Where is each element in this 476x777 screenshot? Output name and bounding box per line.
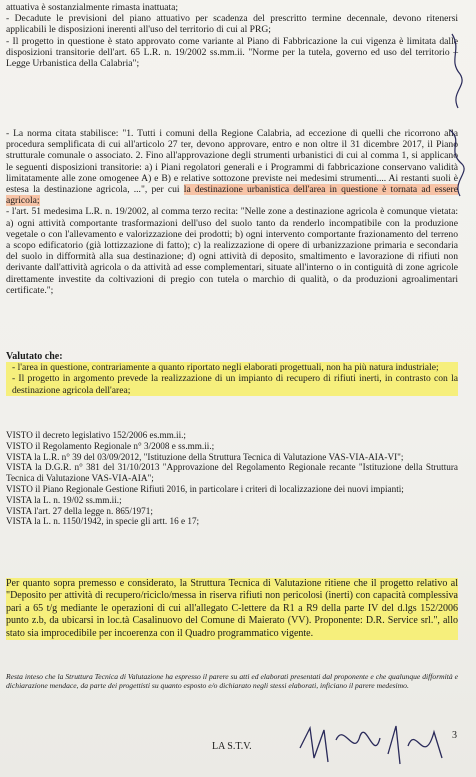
visto-item-2: VISTO il Regolamento Regionale n° 3/2008 e ss.mm.ii.; [6,440,215,451]
visto-item-5: VISTO il Piano Regionale Gestione Rifiuti 2016, in particolare i criteri di localizzazione dei nuovi impianti; [6,483,404,494]
intro-block [6,2,458,69]
conclusion-block [6,578,458,640]
signature-label: LA S.T.V. [212,741,252,752]
handwritten-signatures [296,718,466,774]
valutato-item-1: - l'area in questione, contrariamente a quanto riportato negli elaborati progettuali, non ha più natura industriale; [6,362,458,373]
valutato-item-2: - Il progetto in argomento prevede la realizzazione di un impianto di recupero di rifiuti inerti, in contrasto con la destinazione agricola dell'area; [6,373,458,395]
footnote-text: Resta inteso che la Struttura Tecnica di Valutazione ha espresso il parere su atti ed elaborati presentati dal proponente e che qualunque difformità e dichiarazione mendace, da parte dei progettisti su quanto esposto e/o dichiarato negli stessi elaborati, inficiano il parere medesimo. [6,672,458,690]
visto-item-3: VISTA la L.R. n° 39 del 03/09/2012, "Istituzione della Struttura Tecnica di Valutazione VAS-VIA-AIA-VI"; [6,451,404,462]
visto-item-8: VISTA la L. n. 1150/1942, in specie gli artt. 16 e 17; [6,516,200,527]
visto-item-1: VISTO il decreto legislativo 152/2006 es.mm.ii.; [6,430,186,440]
norma-block [6,128,458,296]
norma-highlight-agricola: la destinazione urbanistica dell'area in questione è tornata ad essere agricola; [6,184,458,207]
art51-text: - l'art. 51 medesima L.R. n. 19/2002, al comma terzo recita: "Nelle zone a destinazione agricola è comunque vietata: a) ogni attività comportante trasformazioni dell'uso del suolo tanto da renderlo incompatibile con la produzione vegetale o con l'allevamento e valorizzazione dei prodotti; b) ogni intervento comportante frazionamento del terreno a scopo edificatorio (già lottizzazione di fatto); c) la realizzazione di opere di urbanizzazione primaria e secondaria del suolo in difformità alla sua destinazione; d) ogni attività di deposito, smaltimento e lavorazione di rifiuti non derivante dall'attività agricola o da attività ad esse complementari, situate all'interno o in contiguità di zone agricole direttamente investite da coltivazioni di pregio con tutela o marchio di qualità, o da produzioni agroalimentari certificate."; [6,206,458,296]
visto-item-4: VISTA la D.G.R. n° 381 del 31/10/2013 "Approvazione del Regolamento Regionale recante "Istituzione della Struttura Tecnica di Valutazione VAS-VIA-AIA"; [6,462,458,484]
visto-item-7: VISTA l'art. 27 della legge n. 865/1971; [6,505,153,516]
intro-line-3: - Il progetto in questione è stato approvato come variante al Piano di Fabbricazione la cui vigenza è limitata dalle disposizioni transitorie dell'art. 65 L.R. n. 19/2002 ss.mm.ii. "Norme per la tutela, governo ed uso del territorio – Legge Urbanistica della Calabria"; [6,35,458,70]
visto-item-6: VISTA la L. n. 19/02 ss.mm.ii.; [6,494,122,505]
conclusion-text: Per quanto sopra premesso e considerato, la Struttura Tecnica di Valutazione ritiene che il progetto relativo al "Deposito per attività di recupero/riciclo/messa in riserva rifiuti non pericolosi (inerti) con capacità complessiva pari a 65 t/g mediante le operazioni di cui all'allegato C-lettere da R1 a R9 della parte IV del d.lgs 152/2006 punto z.b, da ubicarsi in loc.tà Casalinuovo del Comune di Maierato (VV). Proponente: D.R. Service srl.", allo stato sia improcedibile per incoerenza con il Quadro programmatico vigente. [6,578,458,639]
page-number: 3 [452,730,457,741]
norma-text: - La norma citata stabilisce: "1. Tutti i comuni della Regione Calabria, ad eccezione di quelli che ricorrono alla procedura semplificata di cui all'articolo 27 ter, devono approvare, entro e non oltre il 31 dicembre 2017, il Piano strutturale comunale o associato. 2. Fino all'approvazione degli strumenti urbanistici di cui al comma 1, si applicano le seguenti disposizioni transitorie: a) i Piani regolatori generali e i Programmi di fabbricazione conservano validità limitatamente alle zone omogenee A) e B) e relative sottozone previste nei medesimi strumenti.... Ai restanti suoli è estesa la destinazione agricola, ...", per cui [6,128,458,196]
visto-block [6,430,458,527]
intro-line-2: - Decadute le previsioni del piano attuativo per scadenza del prescritto termine decennale, devono ritenersi applicabili le disposizioni inerenti all'uso del territorio di cui al PRG; [6,13,458,36]
valutato-block [6,351,458,396]
intro-line-1: attuativa è sostanzialmente rimasta inattuata; [6,2,179,13]
valutato-heading: Valutato che: [6,351,63,362]
footnote-block [6,672,458,690]
